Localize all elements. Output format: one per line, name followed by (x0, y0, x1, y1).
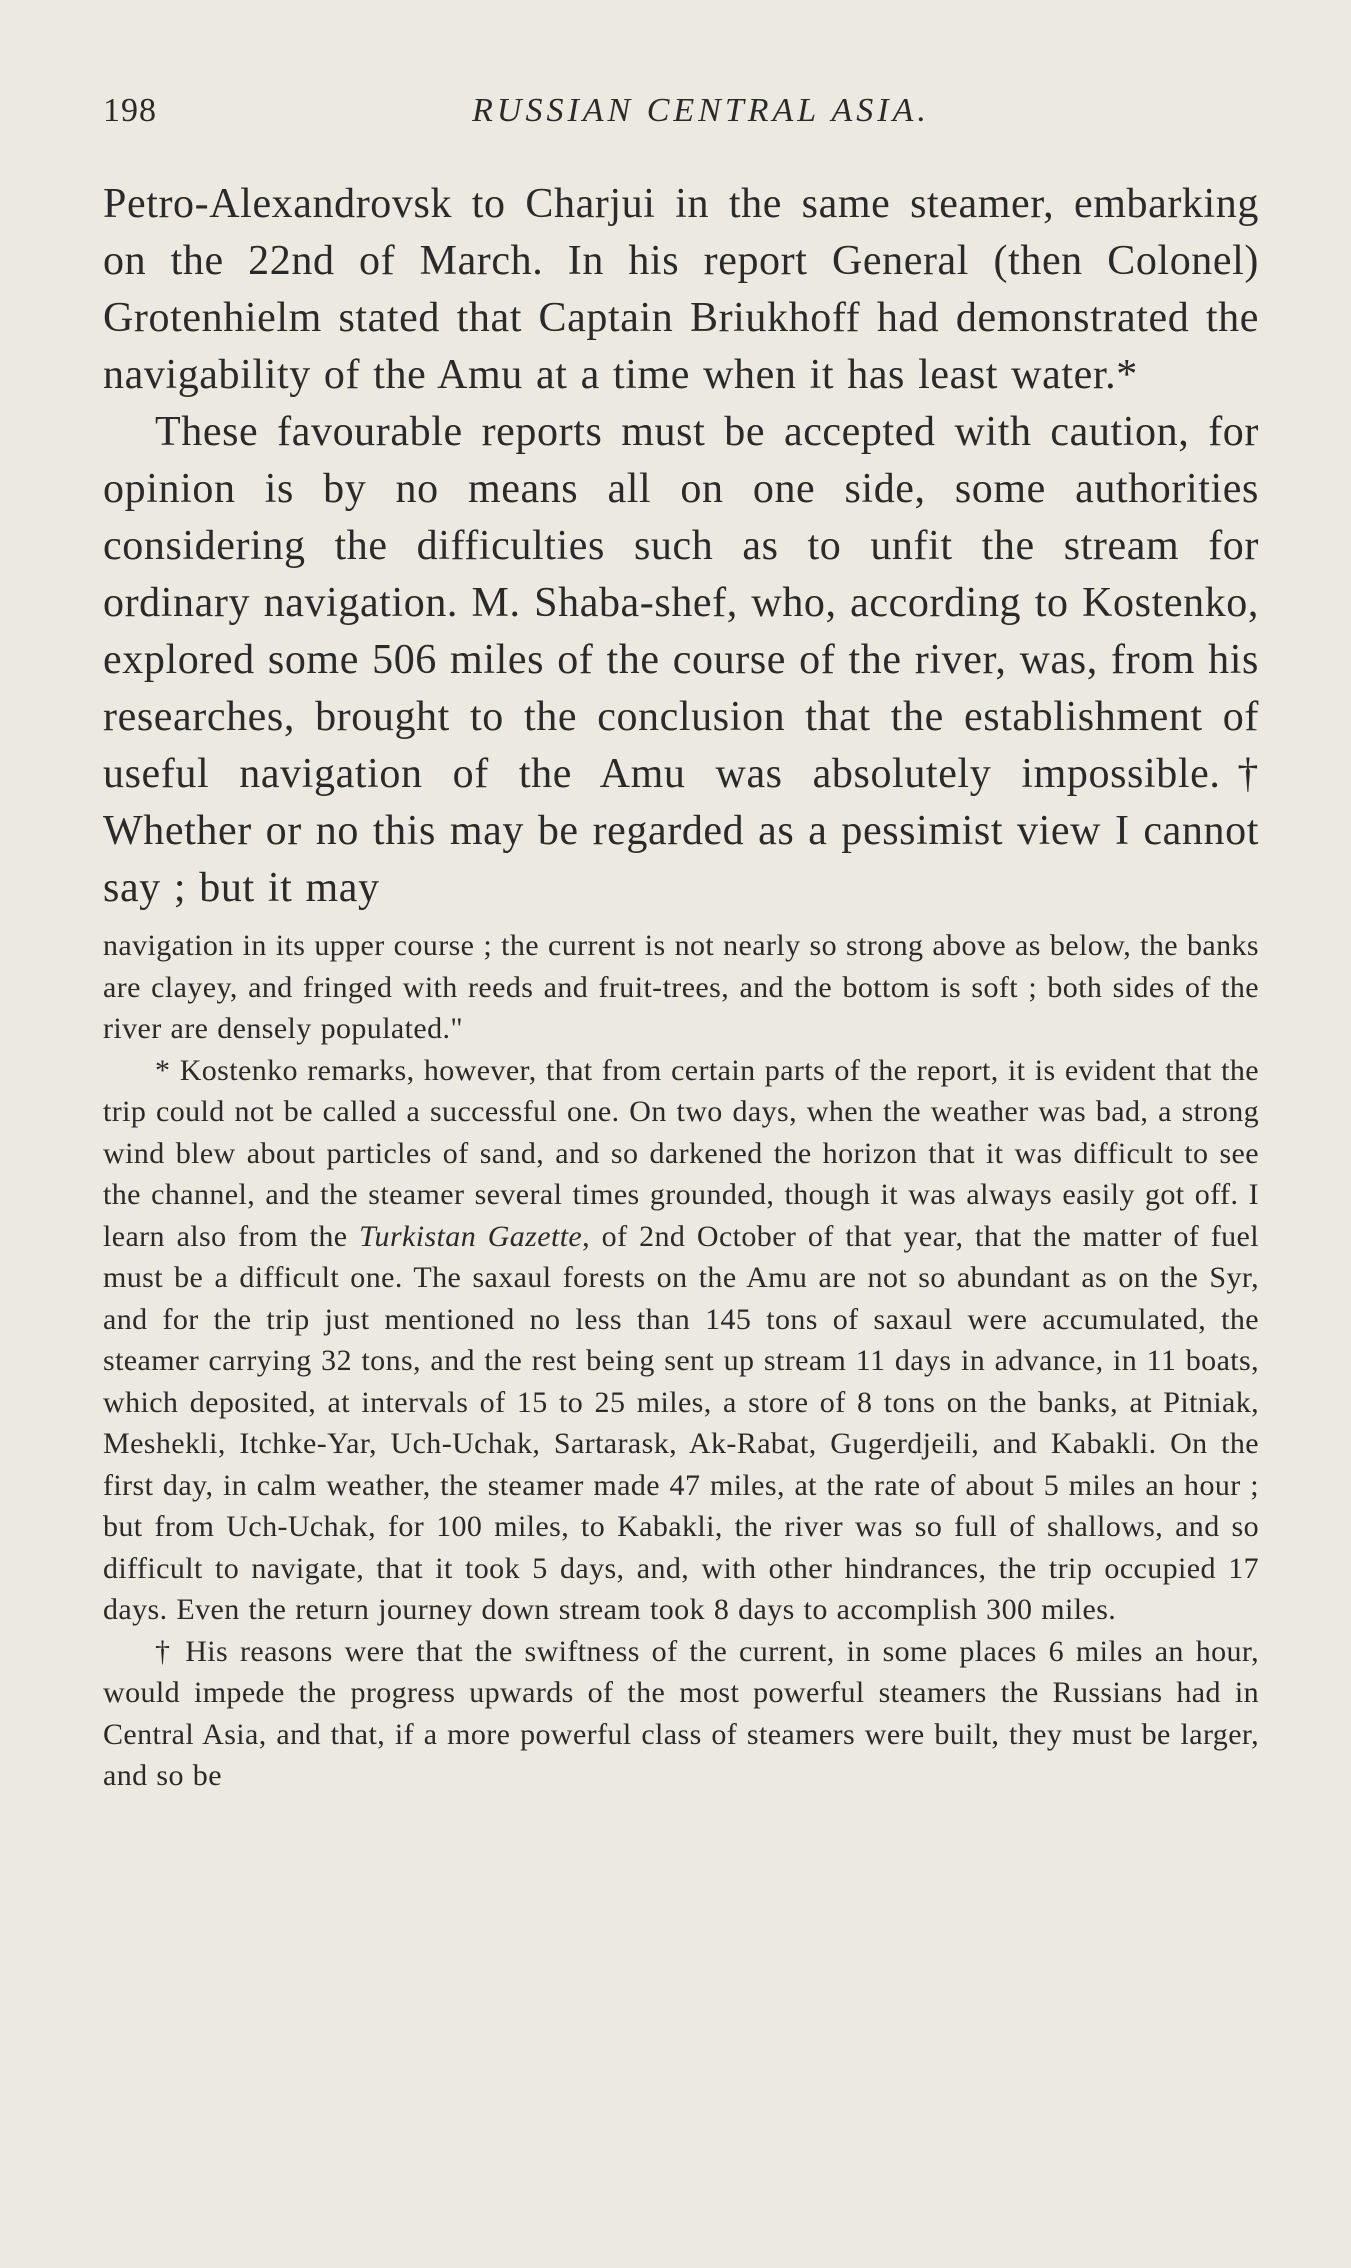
page-number: 198 (103, 92, 157, 129)
turkistan-gazette-title: Turkistan Gazette (359, 1219, 583, 1253)
body-paragraph-1: Petro-Alexandrovsk to Charjui in the same steamer, embarking on the 22nd of March. In his report General (then Colonel) Grotenhielm stated that Captain Briukhoff had demonstrated the navigability of the Amu at a time when it has least water.* (103, 181, 1259, 398)
page-header (103, 92, 1259, 154)
book-page (103, 92, 1259, 1797)
footnotes (103, 925, 1259, 1797)
footnote-dagger: † His reasons were that the swiftness of the current, in some places 6 miles an hour, would impede the progress upwards of the most powerful steamers the Russians had in Central Asia, and that, if a more powerful class of steamers were built, they must be larger, and so be (103, 1634, 1259, 1792)
running-title: RUSSIAN CENTRAL ASIA. (472, 92, 930, 129)
main-text (103, 176, 1259, 917)
footnote-continuation: navigation in its upper course ; the current is not nearly so strong above as below, the banks are clayey, and fringed with reeds and fruit-trees, and the bottom is soft ; both sides of the river are densely populated." (103, 929, 1259, 1045)
footnote-star (103, 1050, 1259, 1631)
footnote-star-text-1: * Kostenko remarks, however, that from certain parts of the report, it is evident that the trip could not be called a successful one. On two days, when the weather was bad, a strong wind blew about particles of sand, and so darkened the horizon that it was difficult to see the channel, and the steamer several times grounded, though it was always easily got off. I learn also from the (103, 1053, 1259, 1253)
footnote-star-text-2: , of 2nd October of that year, that the matter of fuel must be a difficult one. The saxaul forests on the Amu are not so abundant as on the Syr, and for the trip just mentioned no less than 145 tons of saxaul were accumulated, the steamer carrying 32 tons, and the rest being sent up stream 11 days in advance, in 11 boats, which deposited, at intervals of 15 to 25 miles, a store of 8 tons on the banks, at Pitniak, Meshekli, Itchke-Yar, Uch-Uchak, Sartarask, Ak-Rabat, Gugerdjeili, and Kabakli. On the first day, in calm weather, the steamer made 47 miles, at the rate of about 5 miles an hour ; but from Uch-Uchak, for 100 miles, to Kabakli, the river was so full of shallows, and so difficult to navigate, that it took 5 days, and, with other hindrances, the trip occupied 17 days. Even the return journey down stream took 8 days to accomplish 300 miles. (103, 1219, 1260, 1626)
body-paragraph-2: These favourable reports must be accepted with caution, for opinion is by no means all on one side, some authorities considering the difficulties such as to unfit the stream for ordinary navigation. M. Shaba-shef, who, according to Kostenko, explored some 506 miles of the course of the river, was, from his researches, brought to the conclusion that the establishment of useful navigation of the Amu was absolutely impossible.† Whether or no this may be regarded as a pessimist view I cannot say ; but it may (103, 409, 1259, 911)
